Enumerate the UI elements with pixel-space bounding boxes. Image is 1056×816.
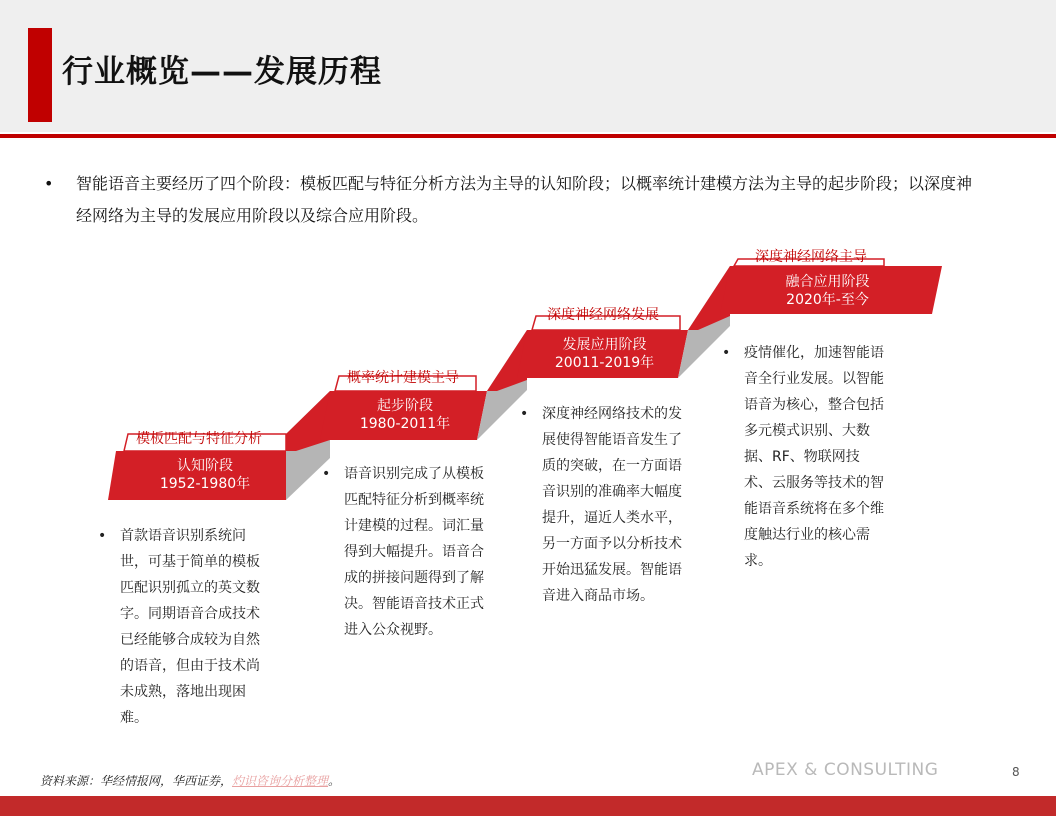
stage2-band-text	[330, 397, 480, 433]
stage3-period: 20011-2019年	[554, 355, 655, 371]
footer-band	[0, 796, 1056, 816]
stage1-label: 模板匹配与特征分析	[136, 431, 262, 447]
stage3-bullet: •	[520, 406, 529, 422]
stage3-label: 深度神经网络发展	[547, 307, 659, 323]
stage4-period: 2020年-至今	[786, 292, 869, 308]
page-title: 行业概览——发展历程	[62, 54, 382, 90]
stage4-description-text: 疫情催化，加速智能语音全行业发展。以智能语音为核心，整合包括多元模式识别、大数据、RF、物联网技术、云服务等技术的智能语音系统将在多个维度触达行业的核心需求。	[744, 345, 884, 569]
stage3-band-text	[527, 336, 682, 372]
intro-text: 智能语音主要经历了四个阶段：模板匹配与特征分析方法为主导的认知阶段；以概率统计建模方法为主导的起步阶段；以深度神经网络为主导的发展应用阶段以及综合应用阶段。	[76, 174, 973, 225]
page-number: 8	[1012, 765, 1020, 779]
riser1-red	[286, 391, 330, 451]
stage2-period: 1980-2011年	[359, 416, 451, 432]
company-logo: APEX & CONSULTING	[752, 760, 939, 780]
stage2-bullet: •	[322, 466, 331, 482]
stage4-description	[722, 340, 884, 574]
stage3-name: 发展应用阶段	[562, 337, 647, 353]
stage1-band-text	[130, 457, 280, 493]
stage2-name: 起步阶段	[377, 398, 433, 414]
intro-bullet: •	[44, 174, 54, 193]
stage1-description-text: 首款语音识别系统问世，可基于简单的模板匹配识别孤立的英文数字。同期语音合成技术已经能够合成较为自然的语音，但由于技术尚未成熟，落地出现困难。	[120, 528, 260, 726]
stage1-name: 认知阶段	[177, 458, 233, 474]
source-note	[40, 772, 340, 789]
stage3-description-text: 深度神经网络技术的发展使得智能语音发生了质的突破，在一方面语音识别的准确率大幅度提升，逼近人类水平，另一方面予以分析技术开始迅猛发展。智能语音进入商品市场。	[542, 406, 682, 604]
source-prefix: 资料来源：华经情报网，华西证券，	[40, 774, 233, 788]
stage2-description	[322, 461, 484, 643]
stage4-name: 融合应用阶段	[785, 274, 870, 290]
source-highlight: 灼识咨询分析整理	[232, 774, 329, 788]
stage1-description	[98, 523, 260, 731]
stage1-period: 1952-1980年	[159, 476, 251, 492]
stage1-bullet: •	[98, 528, 107, 544]
stage2-description-text: 语音识别完成了从模板匹配特征分析到概率统计建模的过程。词汇量得到大幅提升。语音合成的拼接问题得到了解决。智能语音技术正式进入公众视野。	[344, 466, 484, 638]
source-suffix: 。	[328, 774, 341, 788]
stage3-description	[520, 401, 682, 609]
stage4-label: 深度神经网络主导	[755, 249, 867, 265]
stage4-band-text	[745, 273, 910, 309]
stage4-bullet: •	[722, 345, 731, 361]
stage2-label: 概率统计建模主导	[347, 370, 459, 386]
